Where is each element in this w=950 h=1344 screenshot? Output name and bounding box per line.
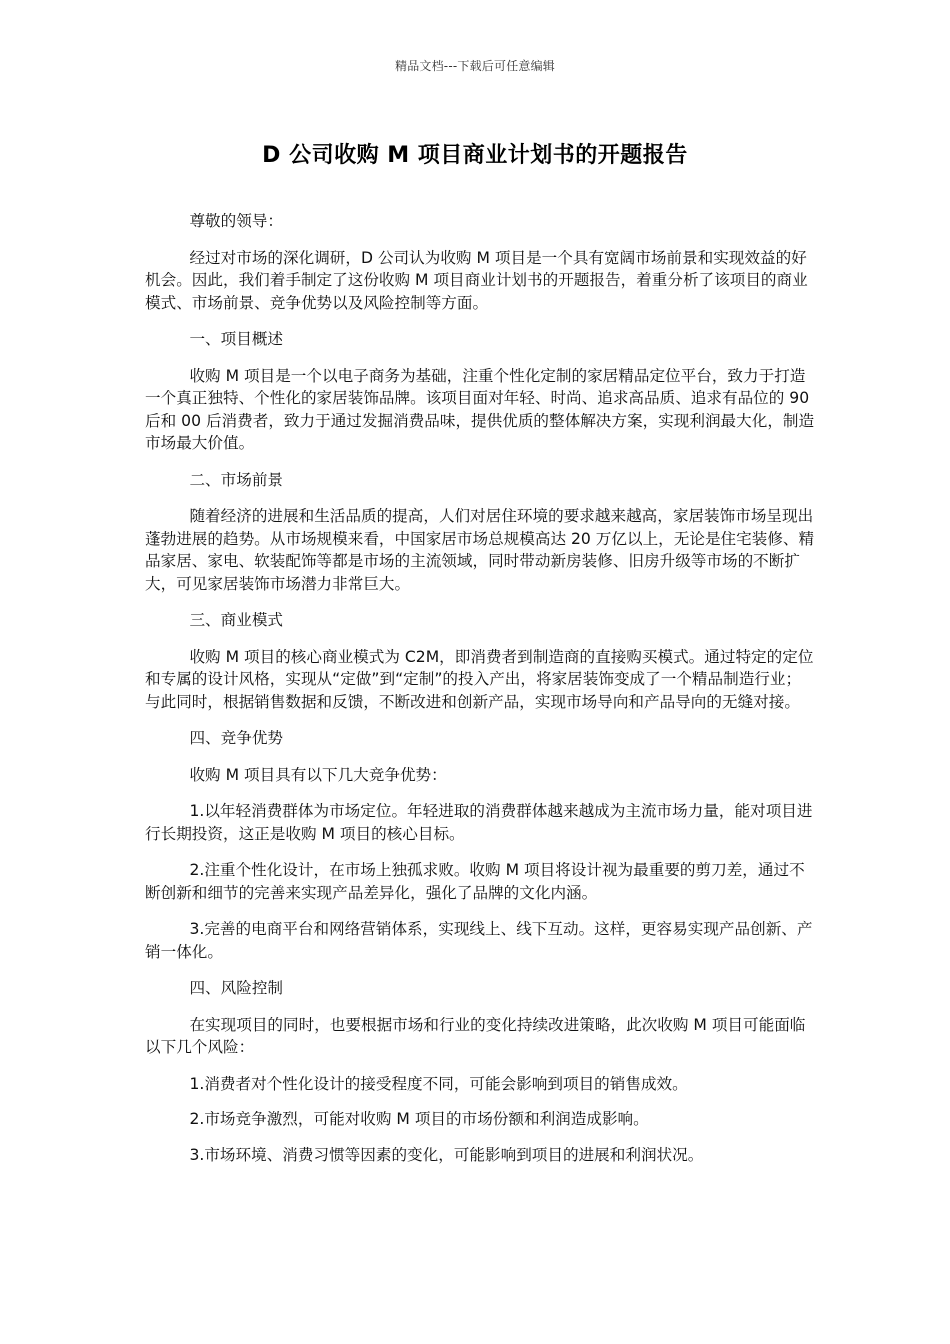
header-note: 精品文档---下载后可任意编辑 [395,59,555,73]
advantage-item-2: 2.注重个性化设计，在市场上独孤求败。收购 M 项目将设计视为最重要的剪刀差，通过不断创新和细节的完善来实现产品差异化，强化了品牌的文化内涵。 [145,861,805,902]
business-model-paragraph: 收购 M 项目的核心商业模式为 C2M，即消费者到制造商的直接购买模式。通过特定的定位和专属的设计风格，实现从“定做”到“定制”的投入产出，将家居装饰变成了一个精品制造行业；与此同时，根据销售数据和反馈，不断改进和创新产品，实现市场导向和产品导向的无缝对接。 [145,647,814,711]
overview-paragraph: 收购 M 项目是一个以电子商务为基础，注重个性化定制的家居精品定位平台，致力于打造一个真正独特、个性化的家居装饰品牌。该项目面对年轻、时尚、追求高品质、追求有品位的 90 后和 00 后消费者，致力于通过发掘消费品味，提供优质的整体解决方案，实现利润最大化，制造市场最大价值。 [145,366,815,452]
advantages-intro: 收购 M 项目具有以下几大竞争优势： [189,765,447,784]
document-body [145,210,815,1179]
risk-item-2: 2.市场竞争激烈，可能对收购 M 项目的市场份额和利润造成影响。 [189,1110,649,1128]
salutation: 尊敬的领导： [189,212,284,230]
section-heading-business-model: 三、商业模式 [189,611,284,629]
section-heading-market: 二、市场前景 [189,470,284,489]
document-title: D 公司收购 M 项目商业计划书的开题报告 [262,143,688,168]
section-heading-advantages: 四、竞争优势 [189,729,284,747]
advantage-item-3: 3.完善的电商平台和网络营销体系，实现线上、线下互动。这样，更容易实现产品创新、产销一体化。 [145,920,813,961]
market-paragraph: 随着经济的进展和生活品质的提高，人们对居住环境的要求越来越高，家居装饰市场呈现出蓬勃进展的趋势。从市场规模来看，中国家居市场总规模高达 20 万亿以上，无论是住宅装修、精品家居、家电、软装配饰等都是市场的主流领域，同时带动新房装修、旧房升级等市场的不断扩大，可见家居装饰市场潜力非常巨大。 [145,507,815,593]
risk-item-3: 3.市场环境、消费习惯等因素的变化，可能影响到项目的进展和利润状况。 [189,1145,704,1164]
risk-intro: 在实现项目的同时，也要根据市场和行业的变化持续改进策略，此次收购 M 项目可能面临以下几个风险： [145,1015,806,1056]
intro-paragraph: 经过对市场的深化调研，D 公司认为收购 M 项目是一个具有宽阔市场前景和实现效益的好机会。因此，我们着手制定了这份收购 M 项目商业计划书的开题报告，着重分析了该项目的商业模式、市场前景、竞争优势以及风险控制等方面。 [145,248,808,312]
section-heading-risk: 四、风险控制 [189,979,284,997]
risk-item-1: 1.消费者对个性化设计的接受程度不同，可能会影响到项目的销售成效。 [189,1074,688,1093]
advantage-item-1: 1.以年轻消费群体为市场定位。年轻进取的消费群体越来越成为主流市场力量，能对项目进行长期投资，这正是收购 M 项目的核心目标。 [145,802,813,843]
section-heading-overview: 一、项目概述 [189,330,284,348]
